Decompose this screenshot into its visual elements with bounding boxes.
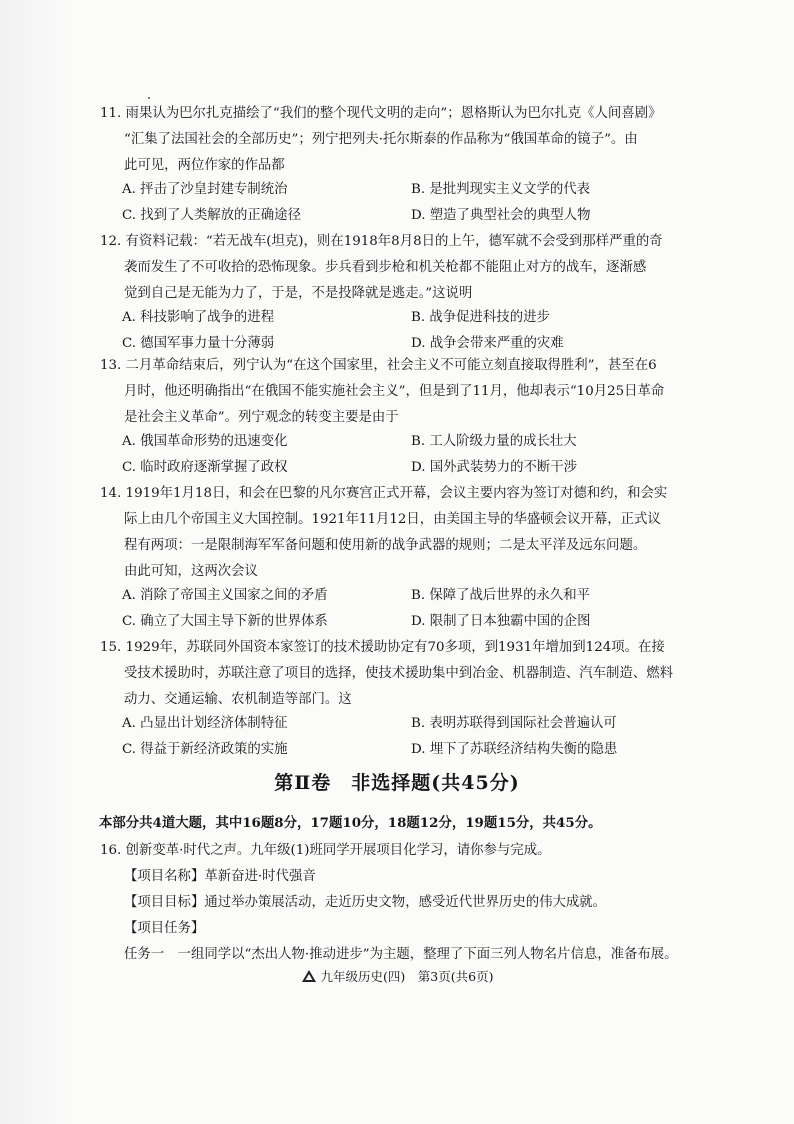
scan-shadow	[0, 0, 70, 1124]
question-line: 月时，他还明确指出“在俄国不能实施社会主义”，但是到了11月，他却表示“10月25日革命	[124, 384, 665, 399]
question-line: “汇集了法国社会的全部历史”；列宁把列夫·托尔斯泰的作品称为“俄国革命的镜子”。由	[124, 132, 638, 147]
section-title: 第Ⅱ卷 非选择题(共45分)	[274, 772, 520, 794]
question-line: 14. 1919年1月18日，和会在巴黎的凡尔赛宫正式开幕，会议主要内容为签订对德和约，和会实	[100, 486, 668, 501]
question-line: 动力、交通运输、农机制造等部门。这	[124, 692, 352, 707]
question-15	[100, 635, 700, 713]
question-11-options	[122, 177, 702, 229]
option-c: C. 找到了人类解放的正确途径	[122, 208, 301, 223]
option-c: C. 得益于新经济政策的实施	[122, 742, 288, 757]
scan-speck	[148, 97, 150, 99]
question-line: 袭而发生了不可收拾的恐怖现象。步兵看到步枪和机关枪都不能阻止对方的战车，逐渐感	[124, 260, 647, 275]
option-d: D. 限制了日本独霸中国的企图	[411, 614, 591, 629]
question-line: 由此可知，这两次会议	[124, 564, 258, 579]
question-line: 程有两项：一是限制海军军备问题和使用新的战争武器的规则；二是太平洋及远东问题。	[124, 538, 647, 553]
option-b: B. 表明苏联得到国际社会普遍认可	[411, 716, 617, 731]
option-d: D. 战争会带来严重的灾难	[411, 336, 564, 351]
question-15-options	[122, 711, 702, 763]
question-12	[100, 229, 700, 307]
option-c: C. 确立了大国主导下新的世界体系	[122, 614, 328, 629]
option-b: B. 是批判现实主义文学的代表	[411, 182, 591, 197]
option-b: B. 战争促进科技的进步	[411, 310, 550, 325]
task-one-line: 任务一 一组同学以“杰出人物·推动进步”为主题，整理了下面三列人物名片信息，准备布展。	[124, 947, 678, 962]
triangle-logo-icon	[301, 969, 317, 986]
footer-text: 九年级历史(四) 第3页(共6页)	[320, 969, 494, 984]
option-b: B. 工人阶级力量的成长壮大	[411, 434, 577, 449]
project-name-line: 【项目名称】革新奋进·时代强音	[124, 869, 316, 884]
option-a: A. 凸显出计划经济体制特征	[122, 716, 288, 731]
option-d: D. 埋下了苏联经济结构失衡的隐患	[411, 742, 618, 757]
question-line: 觉到自己是无能为力了，于是，不是投降就是逃走。”这说明	[124, 286, 473, 301]
question-line: 15. 1929年，苏联同外国资本家签订的技术援助协定有70多项，到1931年增加到124项。在接	[100, 640, 665, 655]
question-line: 此可见，两位作家的作品都	[124, 158, 285, 173]
question-line: 际上由几个帝国主义大国控制。1921年11月12日，由美国主导的华盛顿会议开幕，正式议	[124, 512, 661, 527]
question-line: 12. 有资料记载：“若无战车(坦克)，则在1918年8月8日的上午，德军就不会受到那样严重的奇	[100, 234, 663, 249]
question-16-intro: 16. 创新变革·时代之声。九年级(1)班同学开展项目化学习，请你参与完成。	[100, 843, 551, 858]
option-b: B. 保障了战后世界的永久和平	[411, 588, 591, 603]
option-d: D. 塑造了典型社会的典型人物	[411, 208, 591, 223]
question-16	[100, 838, 700, 968]
question-13-options	[122, 429, 702, 481]
option-c: C. 临时政府逐渐掌握了政权	[122, 460, 288, 475]
option-a: A. 抨击了沙皇封建专制统治	[122, 182, 288, 197]
option-d: D. 国外武装势力的不断干涉	[411, 460, 578, 475]
question-14	[100, 481, 700, 585]
section-description: 本部分共4道大题，其中16题8分，17题10分，18题12分，19题15分，共45分。	[99, 815, 602, 831]
option-c: C. 德国军事力量十分薄弱	[122, 336, 275, 351]
page-footer	[0, 967, 794, 986]
project-task-header: 【项目任务】	[124, 921, 205, 936]
project-goal-line: 【项目目标】通过举办策展活动，走近历史文物，感受近代世界历史的伟大成就。	[124, 895, 607, 910]
option-a: A. 俄国革命形势的迅速变化	[122, 434, 288, 449]
question-line: 11. 雨果认为巴尔扎克描绘了“我们的整个现代文明的走向”；恩格斯认为巴尔扎克《人间喜剧》	[100, 106, 662, 121]
question-13	[100, 353, 700, 431]
question-line: 13. 二月革命结束后，列宁认为“在这个国家里，社会主义不可能立刻直接取得胜利”，甚至在6	[100, 358, 657, 373]
question-line: 是社会主义革命”。列宁观念的转变主要是由于	[124, 410, 399, 425]
question-11	[100, 101, 700, 179]
question-line: 受技术援助时，苏联注意了项目的选择，使技术援助集中到冶金、机器制造、汽车制造、燃料	[124, 666, 674, 681]
question-12-options	[122, 305, 702, 357]
option-a: A. 消除了帝国主义国家之间的矛盾	[122, 588, 328, 603]
question-14-options	[122, 583, 702, 635]
option-a: A. 科技影响了战争的进程	[122, 310, 275, 325]
